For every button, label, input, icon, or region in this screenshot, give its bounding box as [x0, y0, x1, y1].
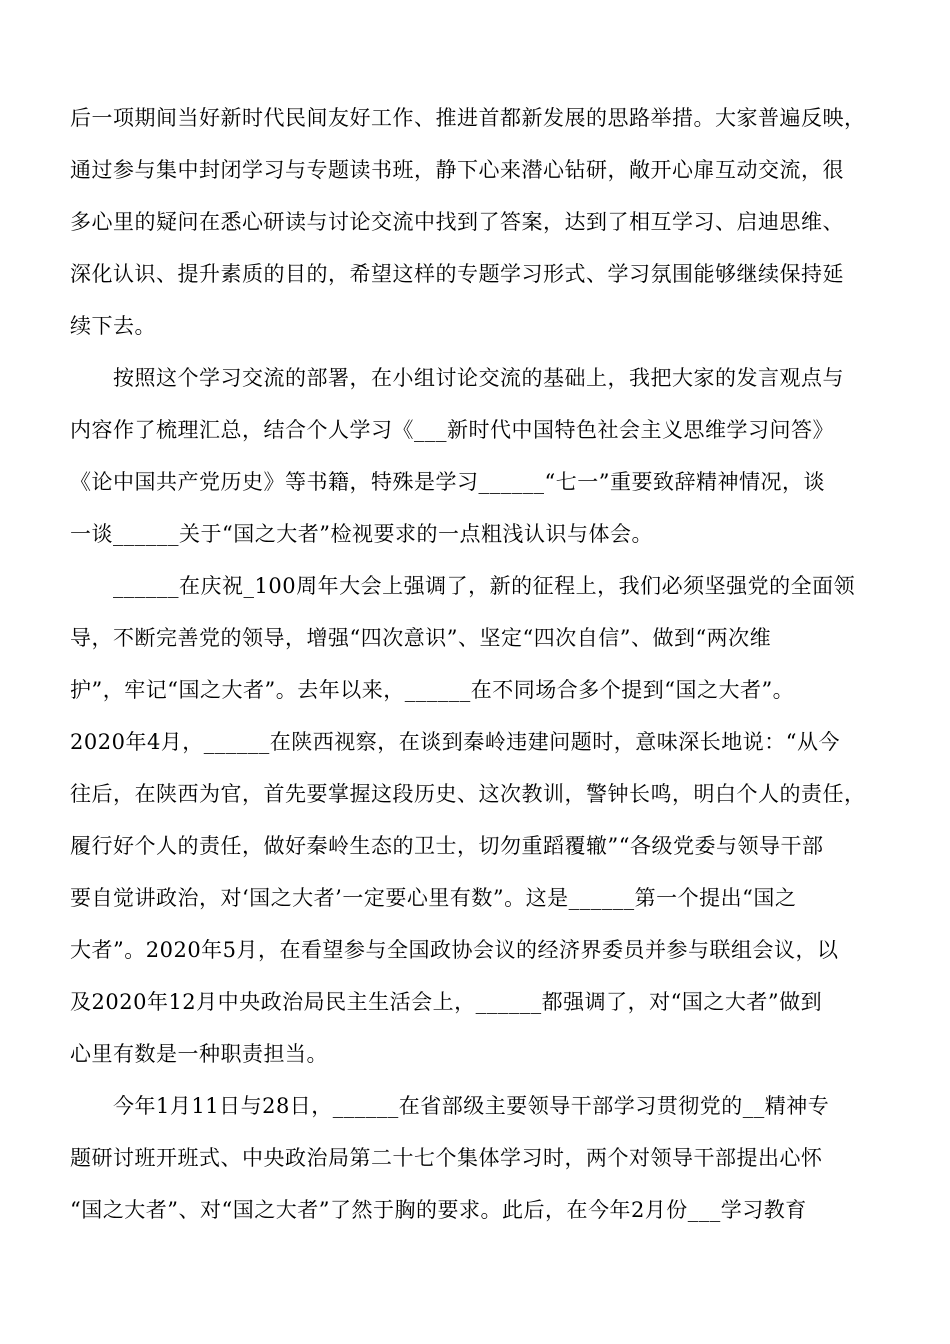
- text-line: 心里有数是一种职责担当。: [70, 1042, 328, 1066]
- text-line: 《论中国共产党历史》等书籍，特殊是学习______“七一”重要致辞精神情况，谈: [70, 470, 825, 494]
- text-line: 后一项期间当好新时代民间友好工作、推进首都新发展的思路举措。大家普遍反映，: [70, 106, 866, 130]
- text-line: 2020年4月，______在陕西视察，在谈到秦岭违建问题时，意味深长地说：“从今: [70, 730, 841, 754]
- text-line: 护”，牢记“国之大者”。去年以来，______在不同场合多个提到“国之大者”。: [70, 678, 795, 702]
- document-body: [70, 92, 882, 1236]
- text-line: 往后，在陕西为官，首先要掌握这段历史、这次教训，警钟长鸣，明白个人的责任，: [70, 782, 866, 806]
- text-line: 多心里的疑问在悉心研读与讨论交流中找到了答案，达到了相互学习、启迪思维、: [70, 210, 844, 234]
- text-line: 内容作了梳理汇总，结合个人学习《___新时代中国特色社会主义思维学习问答》: [70, 418, 834, 442]
- text-line: 续下去。: [70, 314, 156, 338]
- paragraph-4: [70, 1080, 882, 1236]
- text-line: 一谈______关于“国之大者”检视要求的一点粗浅认识与体会。: [70, 522, 653, 546]
- text-line: 大者”。2020年5月，在看望参与全国政协会议的经济界委员并参与联组会议，以: [70, 938, 839, 962]
- text-line: ______在庆祝_100周年大会上强调了，新的征程上，我们必须坚强党的全面领: [70, 574, 856, 598]
- text-line: “国之大者”、对“国之大者”了然于胸的要求。此后，在今年2月份___学习教育: [70, 1198, 807, 1222]
- text-line: 及2020年12月中央政治局民主生活会上，______都强调了，对“国之大者”做到: [70, 990, 823, 1014]
- text-line: 履行好个人的责任，做好秦岭生态的卫士，切勿重蹈覆辙”“各级党委与领导干部: [70, 834, 824, 858]
- text-line: 题研讨班开班式、中央政治局第二十七个集体学习时，两个对领导干部提出心怀: [70, 1146, 823, 1170]
- text-line: 深化认识、提升素质的目的，希望这样的专题学习形式、学习氛围能够继续保持延: [70, 262, 844, 286]
- text-line: 按照这个学习交流的部署，在小组讨论交流的基础上，我把大家的发言观点与: [70, 366, 844, 390]
- paragraph-3: [70, 560, 882, 1080]
- text-line: 导，不断完善党的领导，增强“四次意识”、坚定“四次自信”、做到“两次维: [70, 626, 772, 650]
- paragraph-1: [70, 92, 882, 352]
- text-line: 通过参与集中封闭学习与专题读书班，静下心来潜心钻研，敞开心扉互动交流，很: [70, 158, 844, 182]
- text-line: 要自觉讲政治，对‘国之大者’一定要心里有数”。这是______第一个提出“国之: [70, 886, 797, 910]
- text-line: 今年1月11日与28日，______在省部级主要领导干部学习贯彻党的__精神专: [70, 1094, 830, 1118]
- paragraph-2: [70, 352, 882, 560]
